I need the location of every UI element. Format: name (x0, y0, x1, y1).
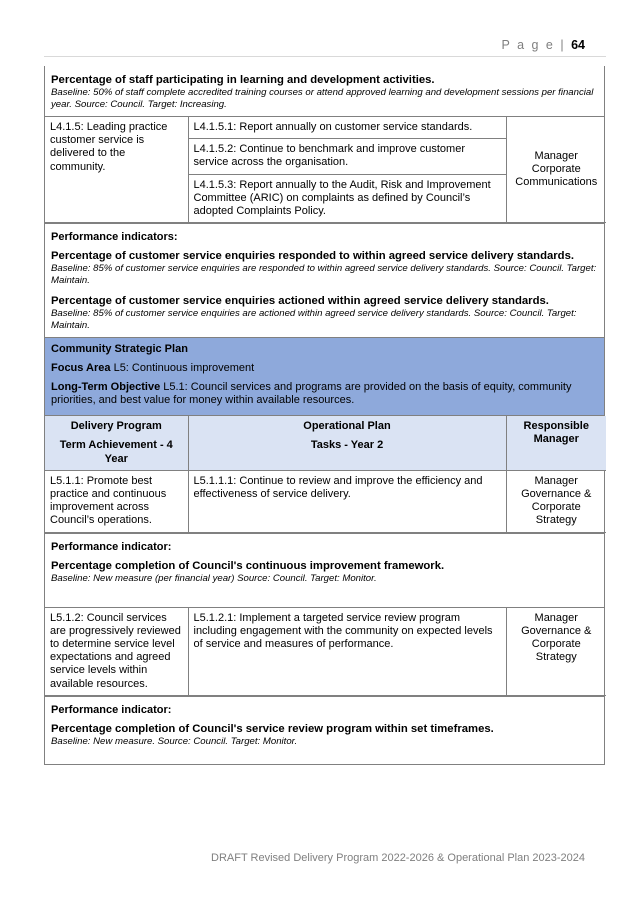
document-body (44, 66, 605, 765)
operational-plan-subtitle: Tasks - Year 2 (310, 439, 384, 452)
objective-l415-table (45, 117, 606, 223)
indicator-title: Percentage completion of Council's service review program within set timeframes. (51, 722, 494, 735)
long-term-objective-label: Long-Term Objective (51, 381, 161, 394)
objective-l512-table (45, 608, 606, 696)
long-term-objective-value: L5.1: Council services and programs are provided on the basis of equity, community priorities, and best value for money within available resources. (51, 381, 572, 407)
csp-heading: Community Strategic Plan (51, 343, 188, 356)
focus-area (51, 362, 598, 375)
task-cell: L5.1.2.1: Implement a targeted service review program including engagement with the community on expected levels of service and measures of performance. (188, 608, 506, 696)
staff-learning-indicator (45, 66, 604, 117)
responsible-manager-cell: Manager Governance & Corporate Strategy (506, 608, 606, 696)
community-strategic-plan-banner (45, 338, 604, 416)
performance-indicator-label: Performance indicator: (51, 540, 172, 553)
table-row (45, 608, 606, 696)
responsible-manager-cell: Manager Governance & Corporate Strategy (506, 470, 606, 532)
column-header-row (45, 416, 606, 470)
header-rule (44, 56, 606, 57)
focus-area-label: Focus Area (51, 362, 111, 375)
term-achievement-cell: L5.1.2: Council services are progressively reviewed to determine service level expectations and agreed service levels within available resources. (45, 608, 188, 696)
indicator-title: Percentage of customer service enquiries actioned within agreed service delivery standards. (51, 295, 549, 308)
page-word: P a g e (501, 38, 555, 52)
indicator-title: Percentage of customer service enquiries responded to within agreed service delivery standards. (51, 250, 574, 263)
task-cell: L4.1.5.2: Continue to benchmark and improve customer service across the organisation. (188, 139, 506, 174)
objective-l51-table (45, 416, 606, 532)
table-row (45, 117, 606, 139)
responsible-manager-header: Responsible Manager (506, 416, 606, 470)
delivery-program-title: Delivery Program (70, 420, 162, 433)
indicator-baseline: Baseline: New measure. Source: Council. Target: Monitor. (51, 735, 298, 747)
term-achievement-cell: L5.1.1: Promote best practice and continuous improvement across Council’s operations. (45, 470, 188, 532)
table-row (45, 470, 606, 532)
operational-plan-header (188, 416, 506, 470)
performance-indicator-label: Performance indicator: (51, 703, 172, 716)
delivery-program-subtitle: Term Achievement - 4 Year (59, 439, 173, 465)
page-separator: | (560, 38, 566, 52)
service-review-indicator (45, 696, 604, 764)
responsible-manager-cell: Manager Corporate Communications (506, 117, 606, 223)
indicator-baseline: Baseline: New measure (per financial year) Source: Council. Target: Monitor. (51, 572, 377, 584)
page-number-header (501, 38, 585, 52)
indicator-baseline: Baseline: 85% of customer service enquiries are responded to within agreed service delivery standards. Source: Council. Target: Maintain. (51, 263, 597, 287)
page-number: 64 (571, 38, 585, 52)
long-term-objective (51, 381, 598, 407)
indicator-baseline: Baseline: 85% of customer service enquiries are actioned within agreed service delivery standards. Source: Council. Target: Maintain. (51, 308, 577, 332)
performance-indicators-label: Performance indicators: (51, 231, 178, 244)
task-cell: L5.1.1.1: Continue to review and improve the efficiency and effectiveness of service delivery. (188, 470, 506, 532)
focus-area-value: L5: Continuous improvement (110, 362, 255, 375)
term-achievement-cell: L4.1.5: Leading practice customer service is delivered to the community. (45, 117, 188, 223)
task-cell: L4.1.5.3: Report annually to the Audit, Risk and Improvement Committee (ARIC) on complaints as defined by Council’s adopted Complaints Policy. (188, 174, 506, 223)
continuous-improvement-indicator (45, 533, 604, 608)
indicator-title: Percentage completion of Council's continuous improvement framework. (51, 559, 445, 572)
page-footer: DRAFT Revised Delivery Program 2022-2026 & Operational Plan 2023-2024 (211, 852, 585, 864)
customer-service-indicators (45, 223, 604, 338)
indicator-baseline: Baseline: 50% of staff complete accredited training courses or attend approved learning and development sessions per financial year. Source: Council. Target: Increasing. (51, 87, 594, 110)
indicator-title: Percentage of staff participating in learning and development activities. (51, 74, 435, 86)
operational-plan-title: Operational Plan (303, 420, 391, 433)
task-cell: L4.1.5.1: Report annually on customer service standards. (188, 117, 506, 139)
delivery-program-header (45, 416, 188, 470)
